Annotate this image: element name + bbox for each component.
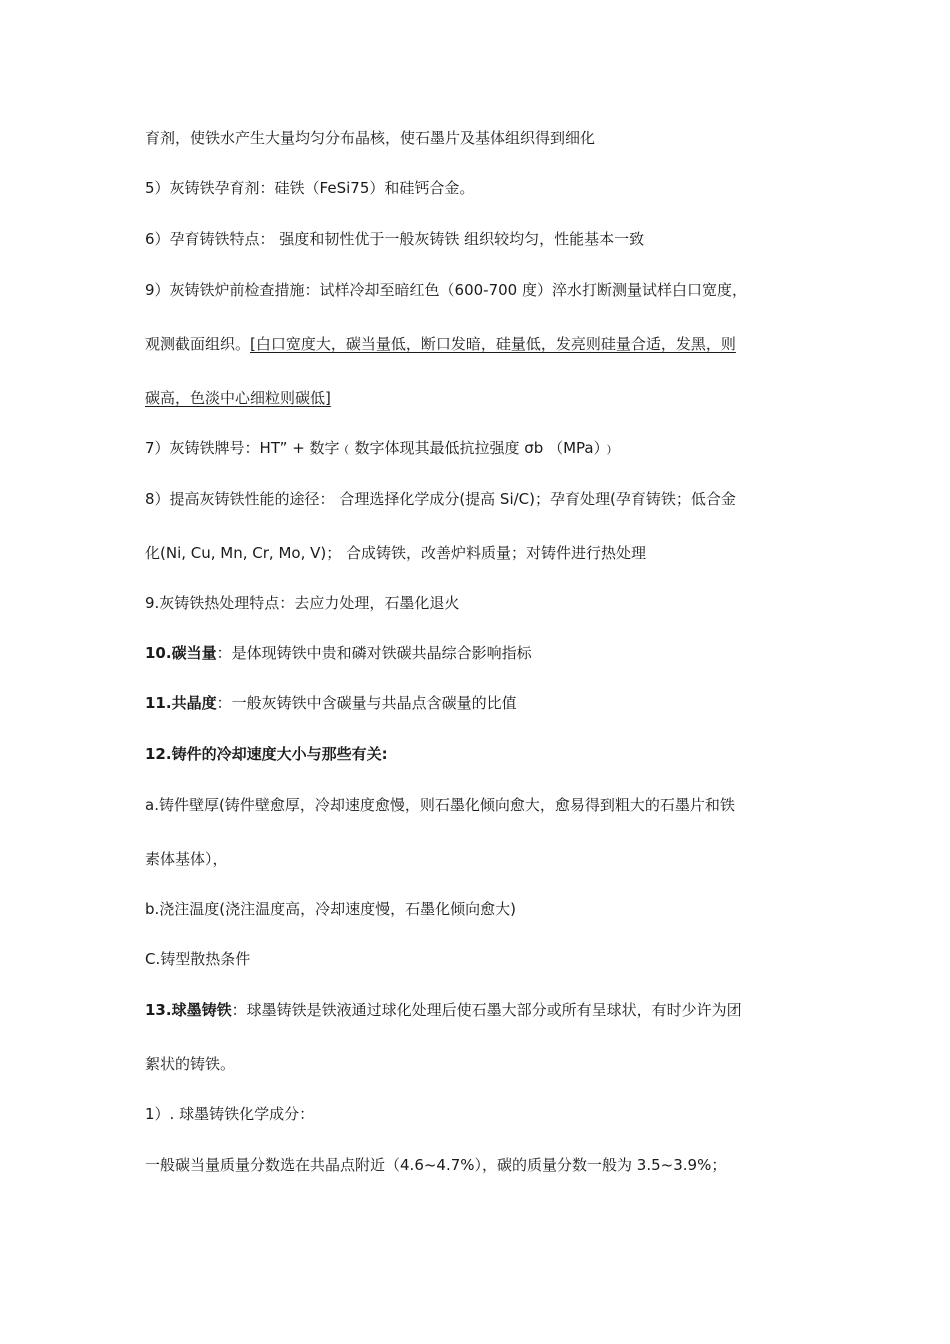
text-span: 1）. 球墨铸铁化学成分：: [145, 1105, 315, 1123]
text-span: ：是体现铸铁中贵和磷对铁碳共晶综合影响指标: [216, 644, 532, 662]
text-line: [145, 899, 815, 919]
underlined-note: 碳高，色淡中心细粒则碳低]: [145, 389, 331, 407]
text-line: [145, 229, 815, 249]
text-line: [145, 128, 815, 148]
text-span: 8）提高灰铸铁性能的途径： 合理选择化学成分(提高 Si/C)；孕育处理(孕育铸铁；低合金: [145, 490, 736, 508]
text-line: [145, 438, 815, 458]
text-line: [145, 388, 815, 408]
text-line: [145, 593, 815, 613]
text-line: [145, 334, 815, 354]
text-span: 育剂，使铁水产生大量均匀分布晶核，使石墨片及基体组织得到细化: [145, 129, 596, 147]
text-line: [145, 744, 815, 764]
text-span: a.铸件壁厚(铸件壁愈厚，冷却速度愈慢，则石墨化倾向愈大，愈易得到粗大的石墨片和铁: [145, 796, 735, 814]
text-line: [145, 489, 815, 509]
text-span: C.铸型散热条件: [145, 950, 251, 968]
text-line: [145, 795, 815, 815]
text-line: [145, 849, 815, 869]
text-line: [145, 1155, 815, 1175]
text-span: 6）孕育铸铁特点： 强度和韧性优于一般灰铸铁 组织较均匀，性能基本一致: [145, 230, 645, 248]
text-span: 一般碳当量质量分数选在共晶点附近（4.6~4.7%），碳的质量分数一般为 3.5~3.9%；: [145, 1156, 727, 1174]
text-span: 观测截面组织。: [145, 335, 251, 353]
text-span: 素体基体），: [145, 850, 228, 868]
text-line: [145, 1000, 815, 1020]
text-line: [145, 280, 815, 300]
text-span: 5）灰铸铁孕育剂：硅铁（FeSi75）和硅钙合金。: [145, 179, 475, 197]
text-span: ：球墨铸铁是铁液通过球化处理后使石墨大部分或所有呈球状，有时少许为团: [231, 1001, 742, 1019]
section-heading: 12.铸件的冷却速度大小与那些有关:: [145, 745, 388, 763]
text-line: [145, 643, 815, 663]
text-span: b.浇注温度(浇注温度高，冷却速度慢，石墨化倾向愈大): [145, 900, 516, 918]
underlined-note: [白口宽度大，碳当量低，断口发暗，硅量低，发亮则硅量合适，发黑，则: [250, 335, 736, 353]
text-span: 化(Ni, Cu, Mn, Cr, Mo, V)； 合成铸铁，改善炉料质量；对铸件进行热处理: [145, 544, 646, 562]
text-span: 9.灰铸铁热处理特点：去应力处理，石墨化退火: [145, 594, 460, 612]
text-line: [145, 693, 815, 713]
term-heading: 11.共晶度: [145, 694, 217, 712]
text-line: [145, 178, 815, 198]
text-line: [145, 1104, 815, 1124]
text-span: ：一般灰铸铁中含碳量与共晶点含碳量的比值: [216, 694, 517, 712]
text-span: 7）灰铸铁牌号：HT” + 数字﹙数字体现其最低抗拉强度 σb （MPa）﹚: [145, 439, 617, 457]
term-heading: 13.球墨铸铁: [145, 1001, 232, 1019]
text-span: 9）灰铸铁炉前检查措施：试样冷却至暗红色（600-700 度）淬水打断测量试样白口宽度，: [145, 281, 747, 299]
term-heading: 10.碳当量: [145, 644, 217, 662]
text-line: [145, 1054, 815, 1074]
text-line: [145, 543, 815, 563]
text-line: [145, 949, 815, 969]
text-span: 絮状的铸铁。: [145, 1055, 236, 1073]
